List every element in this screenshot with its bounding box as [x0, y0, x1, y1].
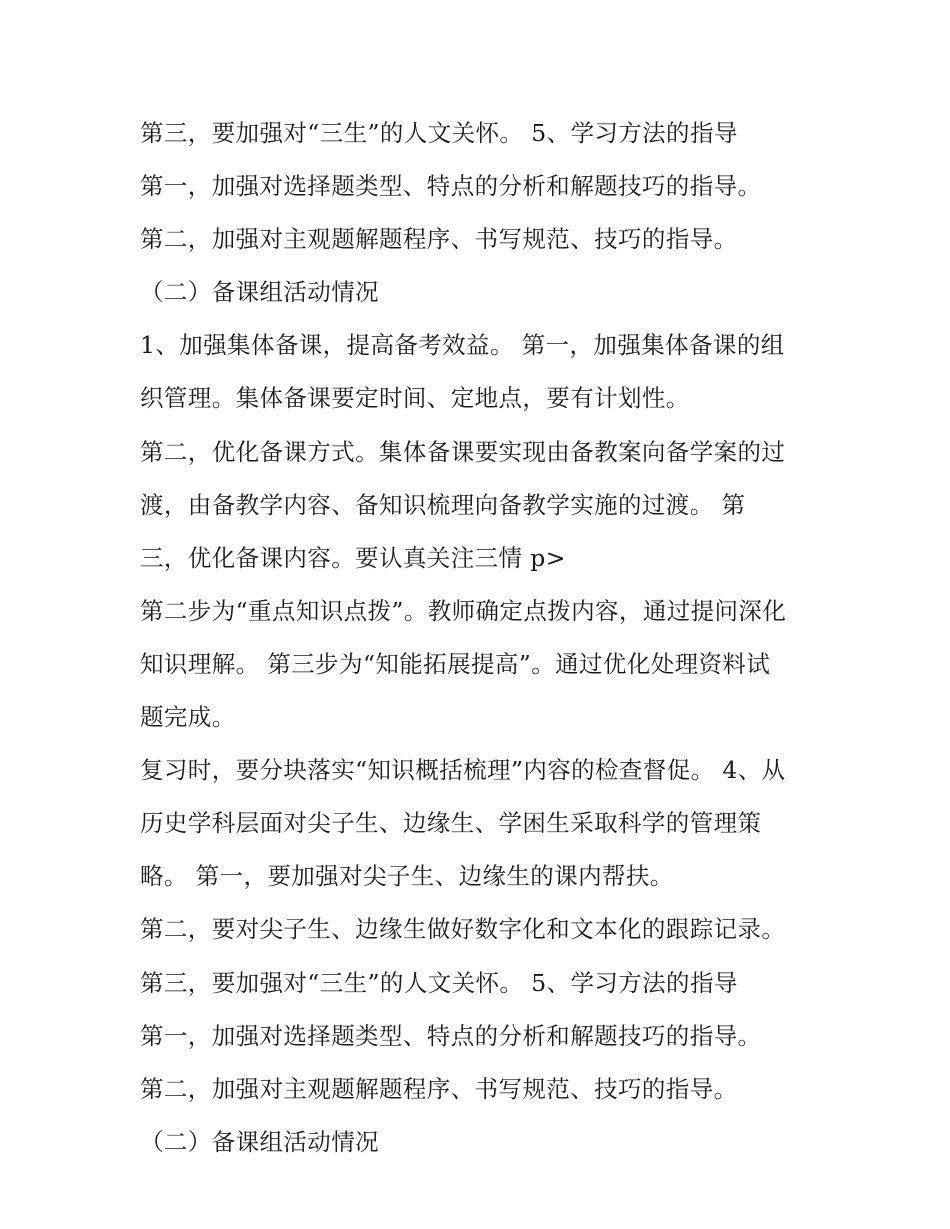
- text-line: 知识理解。 第三步为“知能拓展提高”。通过优化处理资料试: [140, 649, 771, 678]
- section-heading: （二）备课组活动情况: [140, 1127, 379, 1156]
- text-line: 织管理。集体备课要定时间、定地点，要有计划性。: [140, 384, 690, 413]
- section-heading: （二）备课组活动情况: [140, 278, 379, 307]
- text-line: 第二，加强对主观题解题程序、书写规范、技巧的指导。: [140, 1074, 738, 1103]
- text-line: 渡，由备教学内容、备知识梳理向备教学实施的过渡。 第: [140, 490, 746, 519]
- text-line: 第三，要加强对“三生”的人文关怀。 5、学习方法的指导: [140, 119, 738, 147]
- text-line: 历史学科层面对尖子生、边缘生、学困生采取科学的管理策: [140, 809, 762, 838]
- text-line: 第一，加强对选择题类型、特点的分析和解题技巧的指导。: [140, 1021, 762, 1050]
- text-line: 复习时，要分块落实“知识概括梳理”内容的检查督促。 4、从: [140, 756, 786, 785]
- text-line: 第二，加强对主观题解题程序、书写规范、技巧的指导。: [140, 225, 738, 254]
- text-line: 第二步为“重点知识点拨”。教师确定点拨内容，通过提问深化: [140, 596, 787, 625]
- text-line: 第二，优化备课方式。集体备课要实现由备教案向备学案的过: [140, 437, 786, 466]
- text-line: 1、加强集体备课，提高备考效益。 第一，加强集体备课的组: [140, 331, 785, 360]
- text-line: 三，优化备课内容。要认真关注三情 p>: [140, 543, 566, 572]
- document-body: [140, 107, 830, 1169]
- text-line: 题完成。: [140, 703, 236, 732]
- text-line: 第二，要对尖子生、边缘生做好数字化和文本化的跟踪记录。: [140, 915, 786, 944]
- text-line: 略。 第一，要加强对尖子生、边缘生的课内帮扶。: [140, 862, 674, 891]
- text-line: 第一，加强对选择题类型、特点的分析和解题技巧的指导。: [140, 172, 762, 201]
- text-line: 第三，要加强对“三生”的人文关怀。 5、学习方法的指导: [140, 968, 738, 997]
